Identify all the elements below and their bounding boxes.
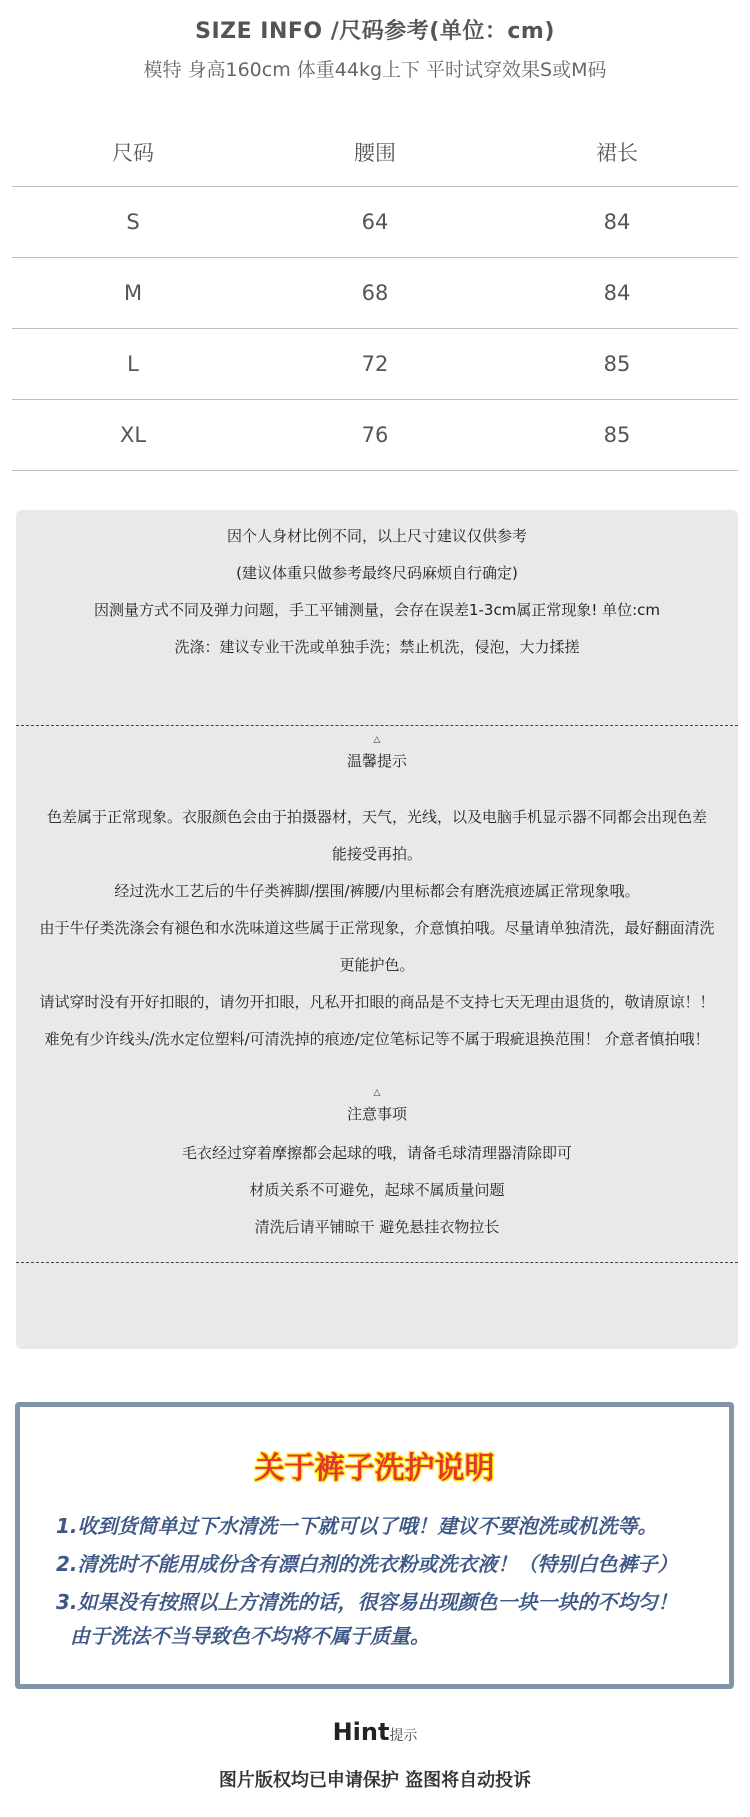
- caution-line: 材质关系不可避免，起球不属质量问题: [249, 1181, 505, 1199]
- tip-line: 由于牛仔类洗涤会有褪色和水洗味道这些属于正常现象，介意慎拍哦。尽量请单独清洗，最好翻面清洗: [39, 919, 715, 937]
- caution-title: 注意事项: [346, 1105, 407, 1123]
- waist-cell: 68: [254, 257, 496, 328]
- tip-line: 更能护色。: [339, 956, 415, 974]
- page-title: SIZE INFO /尺码参考(单位：cm): [195, 19, 555, 44]
- triangle-icon: △: [373, 735, 381, 745]
- dashed-divider: [16, 1262, 738, 1263]
- wash-title: 关于裤子洗护说明: [254, 1451, 495, 1486]
- model-info: 模特 身高160cm 体重44kg上下 平时试穿效果S或M码: [143, 59, 607, 81]
- size-cell: L: [12, 328, 254, 399]
- tip-line: 难免有少许线头/洗水定位塑料/可清洗掉的痕迹/定位笔标记等不属于瑕疵退换范围！ 介意者慎拍哦！: [44, 1030, 710, 1048]
- table-row: [12, 257, 738, 328]
- wash-item: 2.清洗时不能用成份含有漂白剂的洗衣粉或洗衣液！（特别白色裤子）: [56, 1552, 678, 1576]
- note-line: 因测量方式不同及弹力问题，手工平铺测量，会存在误差1-3cm属正常现象! 单位:cm: [93, 601, 661, 619]
- copyright-notice: 图片版权均已申请保护 盗图将自动投诉: [218, 1770, 532, 1791]
- table-row: [12, 399, 738, 470]
- note-line: (建议体重只做参考最终尺码麻烦自行确定): [236, 564, 518, 582]
- length-cell: 84: [496, 186, 738, 257]
- tips-title: 温馨提示: [346, 752, 407, 770]
- column-header-waist: 腰围: [254, 118, 496, 186]
- wash-item: 由于洗法不当导致色不均将不属于质量。: [70, 1624, 430, 1648]
- table-row: [12, 328, 738, 399]
- table-header-row: [12, 118, 738, 186]
- table-row: [12, 186, 738, 257]
- caution-line: 毛衣经过穿着摩擦都会起球的哦，请备毛球清理器清除即可: [181, 1144, 572, 1162]
- length-cell: 85: [496, 399, 738, 470]
- size-cell: XL: [12, 399, 254, 470]
- triangle-icon: △: [373, 1088, 381, 1098]
- hint-label: [0, 1718, 750, 1746]
- column-header-size: 尺码: [12, 118, 254, 186]
- column-header-length: 裙长: [496, 118, 738, 186]
- tip-line: 色差属于正常现象。衣服颜色会由于拍摄器材，天气，光线，以及电脑手机显示器不同都会出现色差: [46, 808, 707, 826]
- hint-subtext: 提示: [389, 1728, 418, 1744]
- waist-cell: 64: [254, 186, 496, 257]
- size-cell: M: [12, 257, 254, 328]
- dashed-divider: [16, 725, 738, 726]
- note-line: 因个人身材比例不同，以上尺寸建议仅供参考: [226, 527, 527, 545]
- hint-text: Hint: [332, 1718, 390, 1746]
- notes-panel: [16, 510, 738, 1349]
- size-cell: S: [12, 186, 254, 257]
- size-table: [12, 118, 738, 471]
- size-info-header: [0, 14, 750, 82]
- wash-item: 3.如果没有按照以上方清洗的话，很容易出现颜色一块一块的不均匀！: [56, 1590, 678, 1614]
- washing-note: 洗涤：建议专业干洗或单独手洗；禁止机洗，侵泡，大力揉搓: [174, 638, 580, 656]
- tip-line: 请试穿时没有开好扣眼的，请勿开扣眼，凡私开扣眼的商品是不支持七天无理由退货的，敬请原谅！！: [39, 993, 715, 1011]
- waist-cell: 76: [254, 399, 496, 470]
- caution-line: 清洗后请平铺晾干 避免悬挂衣物拉长: [254, 1218, 500, 1236]
- wash-instructions-box: [15, 1402, 734, 1689]
- wash-item: 1.收到货简单过下水清洗一下就可以了哦！建议不要泡洗或机洗等。: [56, 1514, 658, 1538]
- tip-line: 经过洗水工艺后的牛仔类裤脚/摆围/裤腰/内里标都会有磨洗痕迹属正常现象哦。: [114, 882, 640, 900]
- tip-line: 能接受再拍。: [331, 845, 422, 863]
- waist-cell: 72: [254, 328, 496, 399]
- length-cell: 84: [496, 257, 738, 328]
- length-cell: 85: [496, 328, 738, 399]
